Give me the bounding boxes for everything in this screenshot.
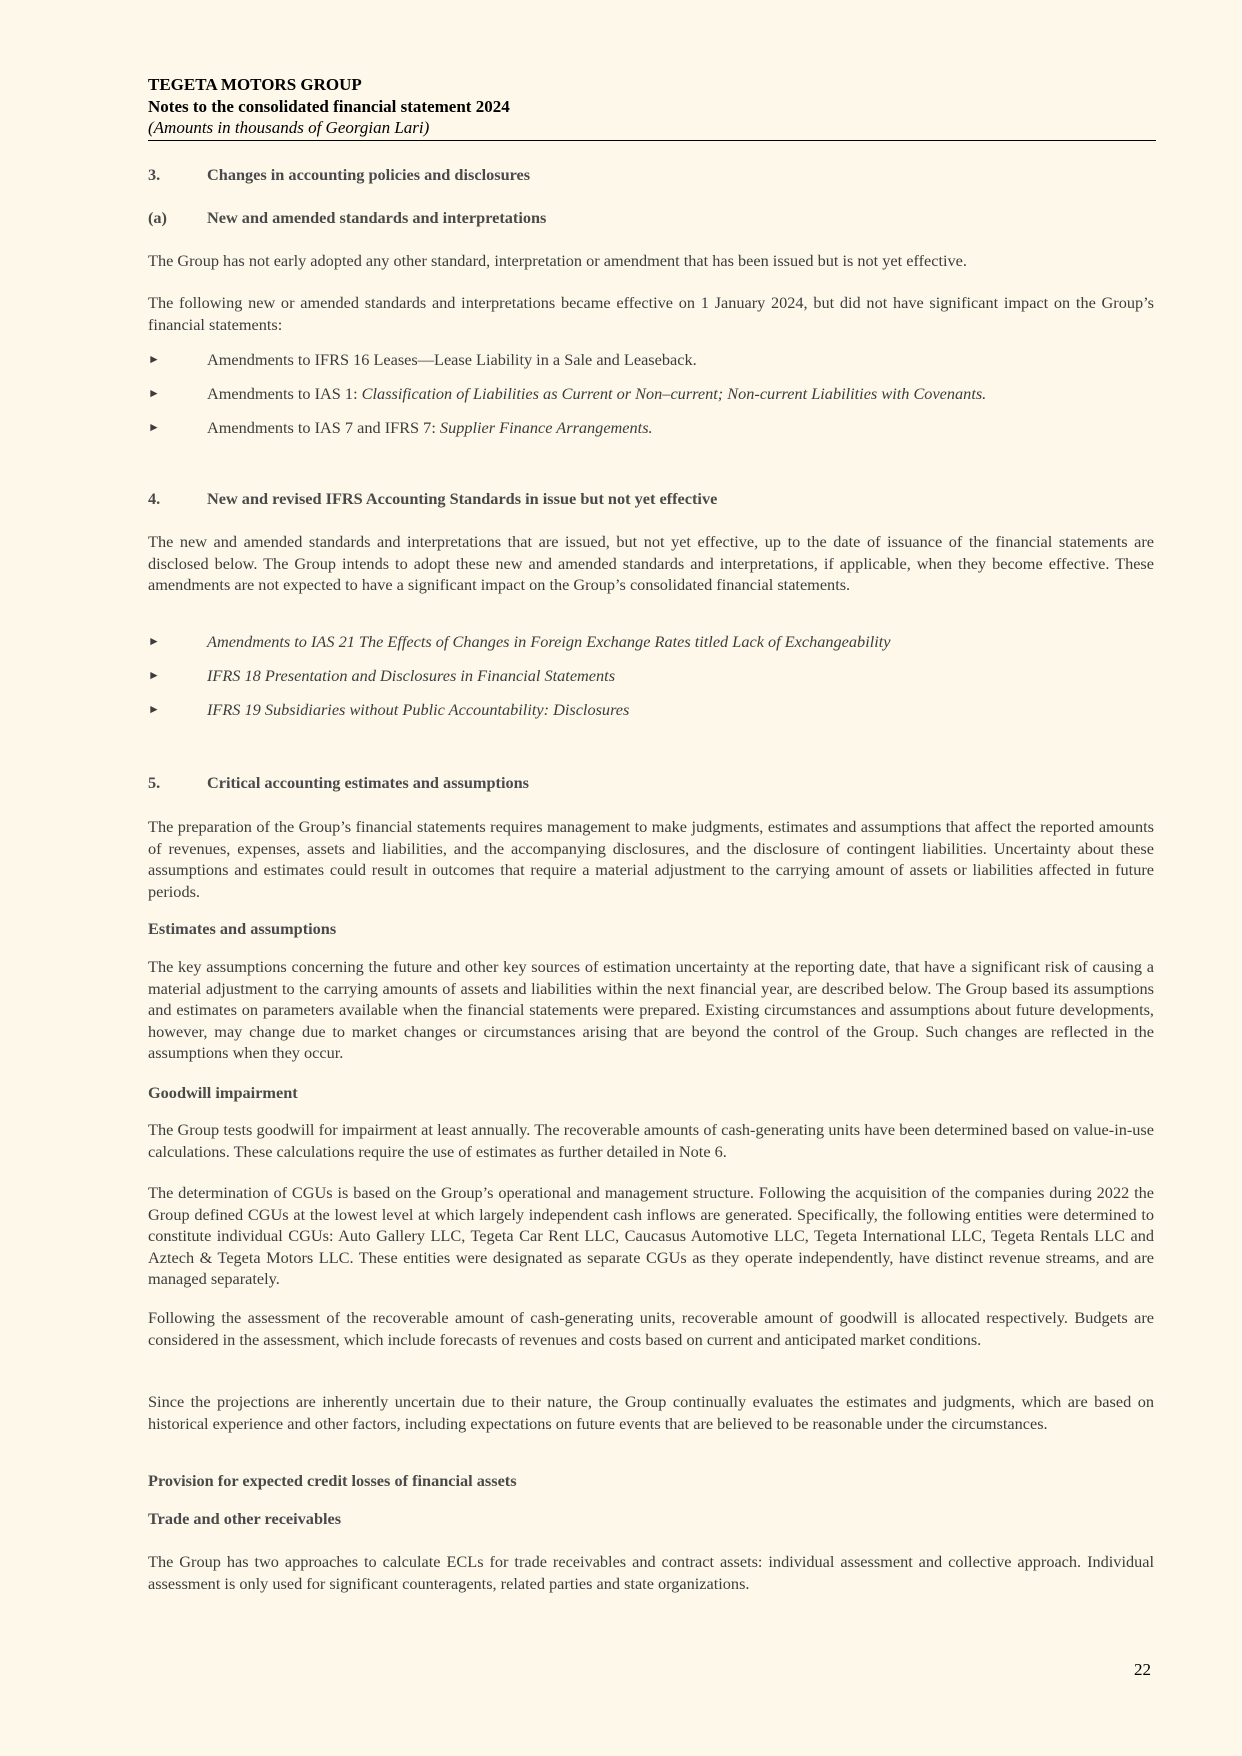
list-item-text: Amendments to IAS 21 The Effects of Changes in Foreign Exchange Rates titled Lack of Exchangeability: [207, 632, 891, 651]
section-number: 5.: [148, 773, 161, 792]
bullet-arrow-icon: ►: [148, 352, 160, 366]
section-title: New and revised IFRS Accounting Standards in issue but not yet effective: [207, 489, 718, 508]
section-title: Changes in accounting policies and disclosures: [207, 165, 531, 184]
list-item-prefix: Amendments to IAS 1:: [207, 384, 362, 403]
amounts-note: (Amounts in thousands of Georgian Lari): [148, 118, 430, 137]
paragraph: The following new or amended standards and interpretations became effective on 1 January 2024, but did not have significant impact on the Group’s financial statements:: [148, 293, 1154, 334]
paragraph: Since the projections are inherently uncertain due to their nature, the Group continually evaluates the estimates and judgments, which are based on historical experience and other factors, including expectations on future events that are believed to be reasonable under the circumstances.: [148, 1392, 1154, 1433]
section-number: 3.: [148, 165, 161, 184]
bullet-arrow-icon: ►: [148, 702, 160, 716]
list-item-italic: Supplier Finance Arrangements.: [439, 418, 653, 437]
section-number: 4.: [148, 489, 161, 508]
page-number: 22: [1134, 1660, 1151, 1679]
subheading-goodwill: Goodwill impairment: [148, 1083, 298, 1102]
list-item-prefix: Amendments to IAS 7 and IFRS 7:: [207, 418, 440, 437]
bullet-arrow-icon: ►: [148, 386, 160, 400]
subheading-trade: Trade and other receivables: [148, 1509, 342, 1528]
subsection-title: New and amended standards and interpretations: [207, 208, 547, 227]
section-title: Critical accounting estimates and assumptions: [207, 773, 530, 792]
list-item-text: [207, 417, 653, 439]
list-item-italic: Classification of Liabilities as Current or Non–current; Non-current Liabilities with Covenants.: [361, 384, 987, 403]
bullet-arrow-icon: ►: [148, 668, 160, 682]
list-item-text: IFRS 18 Presentation and Disclosures in Financial Statements: [207, 666, 616, 685]
paragraph: The key assumptions concerning the future and other key sources of estimation uncertainty at the reporting date, that have a significant risk of causing a material adjustment to the carrying amounts of assets and liabilities within the next financial year, are described below. The Group based its assumptions and estimates on parameters available when the financial statements were prepared. Existing circumstances and assumptions about future developments, however, may change due to market changes or circumstances arising that are beyond the control of the Group. Such changes are reflected in the assumptions when they occur.: [148, 957, 1154, 1063]
document-subtitle: Notes to the consolidated financial statement 2024: [148, 97, 510, 116]
bullet-arrow-icon: ►: [148, 634, 160, 648]
paragraph: The Group has two approaches to calculate ECLs for trade receivables and contract assets: individual assessment and collective approach. Individual assessment is only used for significant counteragents, related parties and state organizations.: [148, 1552, 1154, 1593]
company-name: TEGETA MOTORS GROUP: [148, 75, 362, 94]
list-item-text: IFRS 19 Subsidiaries without Public Accountability: Disclosures: [207, 700, 630, 719]
paragraph: The preparation of the Group’s financial statements requires management to make judgments, estimates and assumptions that affect the reported amounts of revenues, expenses, assets and liabilities, and the accompanying disclosures, and the disclosure of contingent liabilities. Uncertainty about these assumptions and estimates could result in outcomes that require a material adjustment to the carrying amount of assets or liabilities affected in future periods.: [148, 817, 1154, 901]
paragraph: The new and amended standards and interpretations that are issued, but not yet effective, up to the date of issuance of the financial statements are disclosed below. The Group intends to adopt these new and amended standards and interpretations, if applicable, when they become effective. These amendments are not expected to have a significant impact on the Group’s consolidated financial statements.: [148, 532, 1154, 595]
paragraph: The determination of CGUs is based on the Group’s operational and management structure. Following the acquisition of the companies during 2022 the Group defined CGUs at the lowest level at which largely independent cash inflows are generated. Specifically, the following entities were determined to constitute individual CGUs: Auto Gallery LLC, Tegeta Car Rent LLC, Caucasus Automotive LLC, Tegeta International LLC, Tegeta Rentals LLC and Aztech & Tegeta Motors LLC. These entities were designated as separate CGUs as they operate independently, have distinct revenue streams, and are managed separately.: [148, 1183, 1154, 1289]
list-item-text: [207, 383, 986, 405]
subheading-provision: Provision for expected credit losses of financial assets: [148, 1471, 517, 1490]
paragraph: The Group tests goodwill for impairment at least annually. The recoverable amounts of cash-generating units have been determined based on value-in-use calculations. These calculations require the use of estimates as further detailed in Note 6.: [148, 1120, 1154, 1161]
bullet-arrow-icon: ►: [148, 420, 160, 434]
paragraph: The Group has not early adopted any other standard, interpretation or amendment that has been issued but is not yet effective.: [148, 251, 967, 270]
paragraph: Following the assessment of the recoverable amount of cash-generating units, recoverable amount of goodwill is allocated respectively. Budgets are considered in the assessment, which include forecasts of revenues and costs based on current and anticipated market conditions.: [148, 1308, 1154, 1349]
subheading-estimates: Estimates and assumptions: [148, 919, 337, 938]
list-item-text: Amendments to IFRS 16 Leases—Lease Liability in a Sale and Leaseback.: [207, 350, 697, 369]
header-rule: [148, 140, 1156, 141]
subsection-number: (a): [148, 208, 167, 227]
